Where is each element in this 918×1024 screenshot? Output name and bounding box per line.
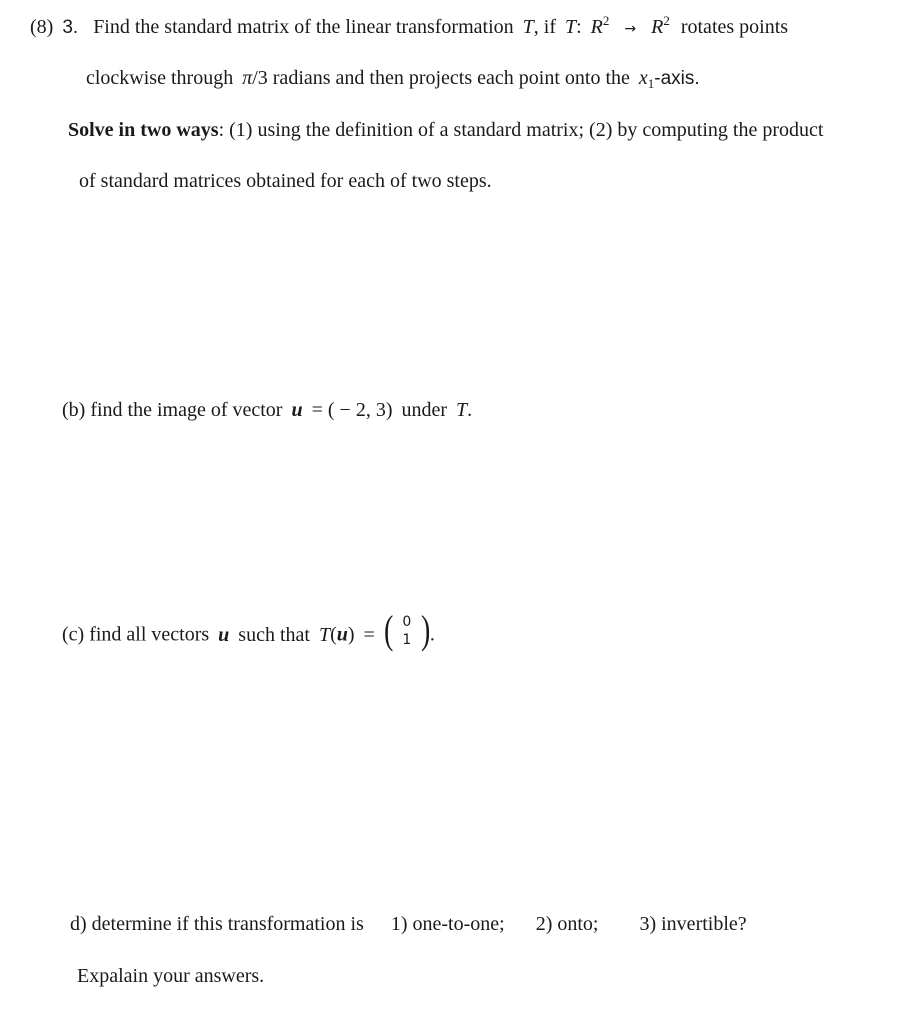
vector-u-c: u <box>218 623 230 646</box>
codomain-exponent: 2 <box>663 13 670 28</box>
target-column-vector <box>383 607 430 652</box>
problem-line-2 <box>86 67 700 91</box>
map-symbol: T <box>564 16 577 38</box>
part-d-text: d) determine if this transformation is <box>70 913 364 935</box>
rparen: ) <box>347 623 355 646</box>
standard-matrices-text: of standard matrices obtained for each of two steps. <box>79 170 492 192</box>
period-b: . <box>467 399 473 421</box>
part-b-text: (b) find the image of vector <box>62 399 283 421</box>
vector-entry-top: 0 <box>402 614 412 630</box>
transformation-symbol: T <box>522 16 534 38</box>
explain-text: Expalain your answers. <box>77 965 265 987</box>
problem-intro: Find the standard matrix of the linear transformation <box>93 16 514 38</box>
transformation-symbol-c: T <box>318 623 331 646</box>
solve-bold-label: Solve in two ways <box>68 119 219 141</box>
part-c-line <box>62 607 435 652</box>
option-onto: 2) onto; <box>535 913 599 935</box>
part-c-text: (c) find all vectors <box>62 623 210 646</box>
vector-u-arg: u <box>336 623 348 646</box>
if-clause: , if <box>533 16 556 38</box>
clockwise-text: clockwise through <box>86 67 234 89</box>
problem-header-line <box>30 13 789 38</box>
solve-instructions: : (1) using the definition of a standard matrix; (2) by computing the product <box>218 119 824 141</box>
x-variable: $x_1$ <box>638 67 655 91</box>
under-text: under <box>401 399 448 421</box>
such-that-text: such that <box>238 623 310 646</box>
explain-line <box>77 966 264 986</box>
rotates-text: rotates points <box>680 16 789 38</box>
problem-number: 3. <box>62 17 79 38</box>
domain-space: $R^2$ <box>590 13 610 38</box>
vector-u: u <box>291 399 303 421</box>
colon: : <box>576 16 582 38</box>
option-one-to-one: 1) one-to-one; <box>390 913 505 935</box>
left-bracket: ( <box>383 607 394 652</box>
axis-text: -axis. <box>654 68 700 89</box>
solve-line <box>68 120 823 140</box>
part-d-line <box>70 914 747 934</box>
vector-entry-bottom: 1 <box>402 632 412 648</box>
part-b-line <box>62 400 472 420</box>
domain-exponent: 2 <box>602 13 610 28</box>
right-bracket: ) <box>420 607 430 652</box>
option-invertible: 3) invertible? <box>639 913 747 935</box>
vector-u-value: = ( − 2, 3) <box>311 399 393 421</box>
pi-symbol: π <box>242 67 253 89</box>
points-label: (8) <box>30 16 54 38</box>
equals-sign: = <box>363 623 375 646</box>
transformation-symbol-b: T <box>456 399 468 421</box>
x-subscript: 1 <box>647 76 655 91</box>
arrow: → <box>624 21 637 37</box>
solve-line-2 <box>79 171 492 191</box>
radians-text: /3 radians and then projects each point onto the <box>252 67 630 89</box>
lparen: ( <box>330 623 337 646</box>
codomain-space: $R^2$ <box>651 13 670 38</box>
period-c: . <box>429 623 435 646</box>
